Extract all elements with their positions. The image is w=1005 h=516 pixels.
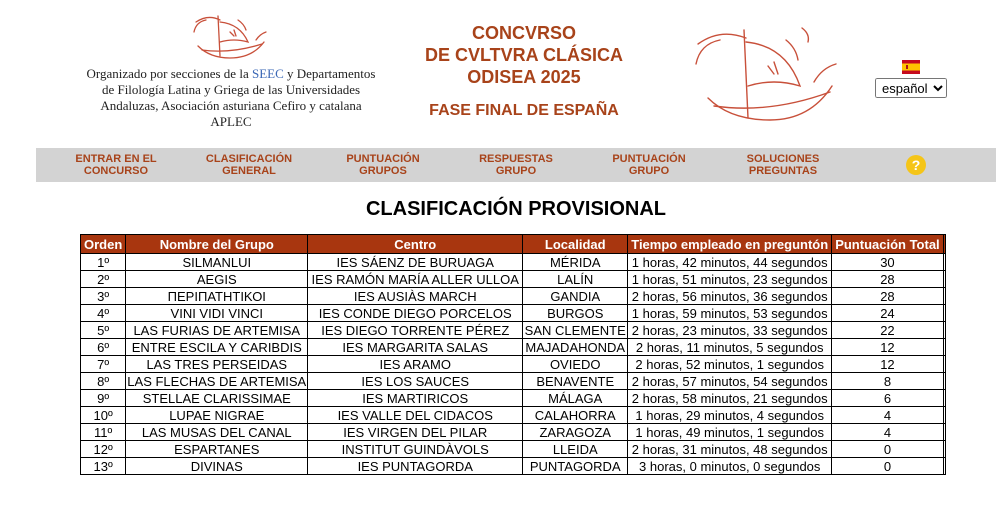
nav-enter-contest-line1: ENTRAR EN EL bbox=[75, 153, 157, 165]
row-spacer bbox=[943, 288, 945, 305]
cell-total-score: 4 bbox=[832, 407, 943, 424]
nav-solutions[interactable] bbox=[728, 153, 838, 177]
cell-order: 8º bbox=[81, 373, 126, 390]
cell-town: CALAHORRA bbox=[523, 407, 628, 424]
cell-order: 7º bbox=[81, 356, 126, 373]
table-row bbox=[81, 407, 946, 424]
cell-total-score: 28 bbox=[832, 271, 943, 288]
phase-title: FASE FINAL DE ESPAÑA bbox=[429, 102, 619, 119]
cell-time: 1 horas, 59 minutos, 53 segundos bbox=[628, 305, 832, 322]
cell-group-name: ENTRE ESCILA Y CARIBDIS bbox=[126, 339, 308, 356]
cell-order: 4º bbox=[81, 305, 126, 322]
header-spacer bbox=[943, 235, 945, 254]
seec-link[interactable]: SEEC bbox=[251, 66, 284, 81]
ship-logo-right bbox=[690, 24, 840, 128]
row-spacer bbox=[943, 390, 945, 407]
contest-title-line2: DE CVLTVRA CLÁSICA bbox=[425, 45, 623, 65]
contest-title-line1: CONCVRSO bbox=[471, 23, 576, 43]
cell-school: IES CONDE DIEGO PORCELOS bbox=[308, 305, 523, 322]
language-box bbox=[874, 60, 948, 98]
cell-group-name: DIVINAS bbox=[126, 458, 308, 475]
cell-total-score: 6 bbox=[832, 390, 943, 407]
cell-town: SAN CLEMENTE bbox=[524, 322, 626, 338]
cell-group-name: LAS MUSAS DEL CANAL bbox=[126, 424, 308, 441]
cell-time: 2 horas, 52 minutos, 1 segundos bbox=[628, 356, 832, 373]
row-spacer bbox=[943, 407, 945, 424]
cell-school: INSTITUT GUINDÀVOLS bbox=[308, 441, 523, 458]
row-spacer bbox=[943, 458, 945, 475]
organizer-text-after: y Departamentos de Filología Latina y Griega de las Universidades Andaluzas, Asociación asturiana Cefiro y catalana APLEC bbox=[100, 66, 376, 129]
cell-group-name: ΠΕΡΙΠΑΤΗΤΙΚΟΙ bbox=[126, 288, 308, 305]
cell-group-name: LAS TRES PERSEIDAS bbox=[126, 356, 308, 373]
cell-time: 2 horas, 11 minutos, 5 segundos bbox=[628, 339, 832, 356]
help-icon[interactable]: ? bbox=[906, 155, 926, 175]
cell-time: 1 horas, 29 minutos, 4 segundos bbox=[628, 407, 832, 424]
nav-group-score[interactable] bbox=[594, 153, 704, 177]
cell-group-name: STELLAE CLARISSIMAE bbox=[126, 390, 308, 407]
cell-school: IES DIEGO TORRENTE PÉREZ bbox=[308, 322, 523, 339]
main-nav-bar bbox=[36, 148, 996, 182]
nav-group-score-line1: PUNTUACIÓN bbox=[612, 153, 686, 165]
row-spacer bbox=[943, 271, 945, 288]
cell-time: 1 horas, 51 minutos, 23 segundos bbox=[628, 271, 832, 288]
nav-groups-score[interactable] bbox=[328, 153, 438, 177]
cell-school: IES SÁENZ DE BURUAGA bbox=[308, 254, 523, 271]
cell-town: OVIEDO bbox=[523, 356, 628, 373]
cell-town: ZARAGOZA bbox=[523, 424, 628, 441]
cell-time: 1 horas, 49 minutos, 1 segundos bbox=[628, 424, 832, 441]
table-row bbox=[81, 458, 946, 475]
nav-general-ranking-line1: CLASIFICACIÓN bbox=[205, 153, 293, 165]
nav-solutions-line1: SOLUCIONES bbox=[746, 153, 820, 165]
spain-flag-icon bbox=[902, 60, 920, 74]
ranking-table bbox=[80, 234, 946, 475]
cell-order: 1º bbox=[81, 254, 126, 271]
table-row bbox=[81, 373, 946, 390]
nav-general-ranking-line2: GENERAL bbox=[222, 165, 276, 177]
nav-group-answers[interactable] bbox=[461, 153, 571, 177]
cell-group-name: ESPARTANES bbox=[126, 441, 308, 458]
row-spacer bbox=[943, 441, 945, 458]
ship-logo-left bbox=[190, 12, 270, 64]
cell-school: IES MARGARITA SALAS bbox=[308, 339, 523, 356]
cell-town: BURGOS bbox=[523, 305, 628, 322]
table-row bbox=[81, 424, 946, 441]
cell-town: MAJADAHONDA bbox=[523, 339, 628, 356]
cell-time: 2 horas, 58 minutos, 21 segundos bbox=[628, 390, 832, 407]
table-row bbox=[81, 339, 946, 356]
cell-total-score: 24 bbox=[832, 305, 943, 322]
nav-solutions-line2: PREGUNTAS bbox=[748, 165, 818, 177]
cell-time: 2 horas, 31 minutos, 48 segundos bbox=[628, 441, 832, 458]
header-group-name: Nombre del Grupo bbox=[126, 235, 308, 254]
header-school: Centro bbox=[308, 235, 523, 254]
cell-town: MÉRIDA bbox=[523, 254, 628, 271]
table-row bbox=[81, 271, 946, 288]
cell-town: LLEIDA bbox=[523, 441, 628, 458]
row-spacer bbox=[943, 322, 945, 339]
cell-order: 12º bbox=[81, 441, 126, 458]
cell-school: IES RAMÓN MARÍA ALLER ULLOA bbox=[308, 271, 523, 288]
header-town: Localidad bbox=[523, 235, 628, 254]
row-spacer bbox=[943, 424, 945, 441]
header-total-score: Puntuación Total bbox=[832, 235, 943, 254]
cell-total-score: 12 bbox=[832, 339, 943, 356]
cell-order: 5º bbox=[81, 322, 126, 339]
cell-town: BENAVENTE bbox=[523, 373, 628, 390]
row-spacer bbox=[943, 356, 945, 373]
cell-order: 10º bbox=[81, 407, 126, 424]
cell-school: IES VALLE DEL CIDACOS bbox=[308, 407, 523, 424]
organizer-text bbox=[80, 66, 382, 130]
cell-order: 2º bbox=[81, 271, 126, 288]
cell-group-name: LAS FLECHAS DE ARTEMISA bbox=[127, 373, 307, 389]
language-select[interactable] bbox=[875, 78, 947, 98]
nav-general-ranking[interactable] bbox=[194, 153, 304, 177]
table-row bbox=[81, 356, 946, 373]
cell-total-score: 8 bbox=[832, 373, 943, 390]
cell-group-name: LAS FURIAS DE ARTEMISA bbox=[126, 322, 308, 339]
page-title: CLASIFICACIÓN PROVISIONAL bbox=[365, 198, 666, 220]
cell-school: IES MARTIRICOS bbox=[308, 390, 523, 407]
table-row bbox=[81, 254, 946, 271]
nav-group-score-line2: GRUPO bbox=[628, 165, 670, 177]
cell-town: MÁLAGA bbox=[523, 390, 628, 407]
cell-time: 2 horas, 23 minutos, 33 segundos bbox=[628, 322, 832, 339]
cell-total-score: 30 bbox=[832, 254, 943, 271]
cell-total-score: 0 bbox=[832, 441, 943, 458]
cell-school: IES LOS SAUCES bbox=[308, 373, 523, 390]
cell-group-name: SILMANLUI bbox=[126, 254, 308, 271]
cell-town: LALÍN bbox=[523, 271, 628, 288]
cell-total-score: 4 bbox=[832, 424, 943, 441]
cell-town: PUNTAGORDA bbox=[523, 458, 628, 475]
cell-school: IES ARAMO bbox=[308, 356, 523, 373]
row-spacer bbox=[943, 339, 945, 356]
cell-order: 3º bbox=[81, 288, 126, 305]
cell-school: IES VIRGEN DEL PILAR bbox=[308, 424, 523, 441]
nav-groups-score-line2: GRUPOS bbox=[359, 165, 407, 177]
contest-title-block bbox=[410, 22, 638, 120]
nav-enter-contest[interactable] bbox=[61, 153, 171, 177]
cell-time: 2 horas, 57 minutos, 54 segundos bbox=[628, 373, 832, 390]
cell-order: 11º bbox=[81, 424, 126, 441]
cell-total-score: 0 bbox=[832, 458, 943, 475]
table-row bbox=[81, 322, 946, 339]
contest-title-line3: ODISEA 2025 bbox=[467, 67, 581, 87]
row-spacer bbox=[943, 305, 945, 322]
cell-group-name: AEGIS bbox=[126, 271, 308, 288]
table-header-row bbox=[81, 235, 946, 254]
organizer-text-before: Organizado por secciones de la bbox=[86, 66, 252, 81]
cell-order: 13º bbox=[81, 458, 126, 475]
table-row bbox=[81, 441, 946, 458]
cell-school: IES AUSIÀS MARCH bbox=[308, 288, 523, 305]
cell-total-score: 22 bbox=[832, 322, 943, 339]
cell-total-score: 28 bbox=[832, 288, 943, 305]
header-order: Orden bbox=[81, 235, 126, 254]
cell-school: IES PUNTAGORDA bbox=[308, 458, 523, 475]
nav-groups-score-line1: PUNTUACIÓN bbox=[346, 153, 420, 165]
cell-time: 3 horas, 0 minutos, 0 segundos bbox=[628, 458, 832, 475]
table-row bbox=[81, 305, 946, 322]
header-time: Tiempo empleado en preguntón bbox=[628, 235, 832, 254]
table-row bbox=[81, 390, 946, 407]
cell-order: 9º bbox=[81, 390, 126, 407]
row-spacer bbox=[943, 254, 945, 271]
table-row bbox=[81, 288, 946, 305]
cell-time: 1 horas, 42 minutos, 44 segundos bbox=[628, 254, 832, 271]
cell-town: GANDIA bbox=[523, 288, 628, 305]
nav-group-answers-line1: RESPUESTAS bbox=[479, 153, 553, 165]
row-spacer bbox=[943, 373, 945, 390]
nav-enter-contest-line2: CONCURSO bbox=[83, 165, 149, 177]
cell-group-name: VINI VIDI VINCI bbox=[126, 305, 308, 322]
cell-order: 6º bbox=[81, 339, 126, 356]
cell-time: 2 horas, 56 minutos, 36 segundos bbox=[628, 288, 832, 305]
cell-total-score: 12 bbox=[832, 356, 943, 373]
cell-group-name: LUPAE NIGRAE bbox=[126, 407, 308, 424]
nav-group-answers-line2: GRUPO bbox=[495, 165, 537, 177]
